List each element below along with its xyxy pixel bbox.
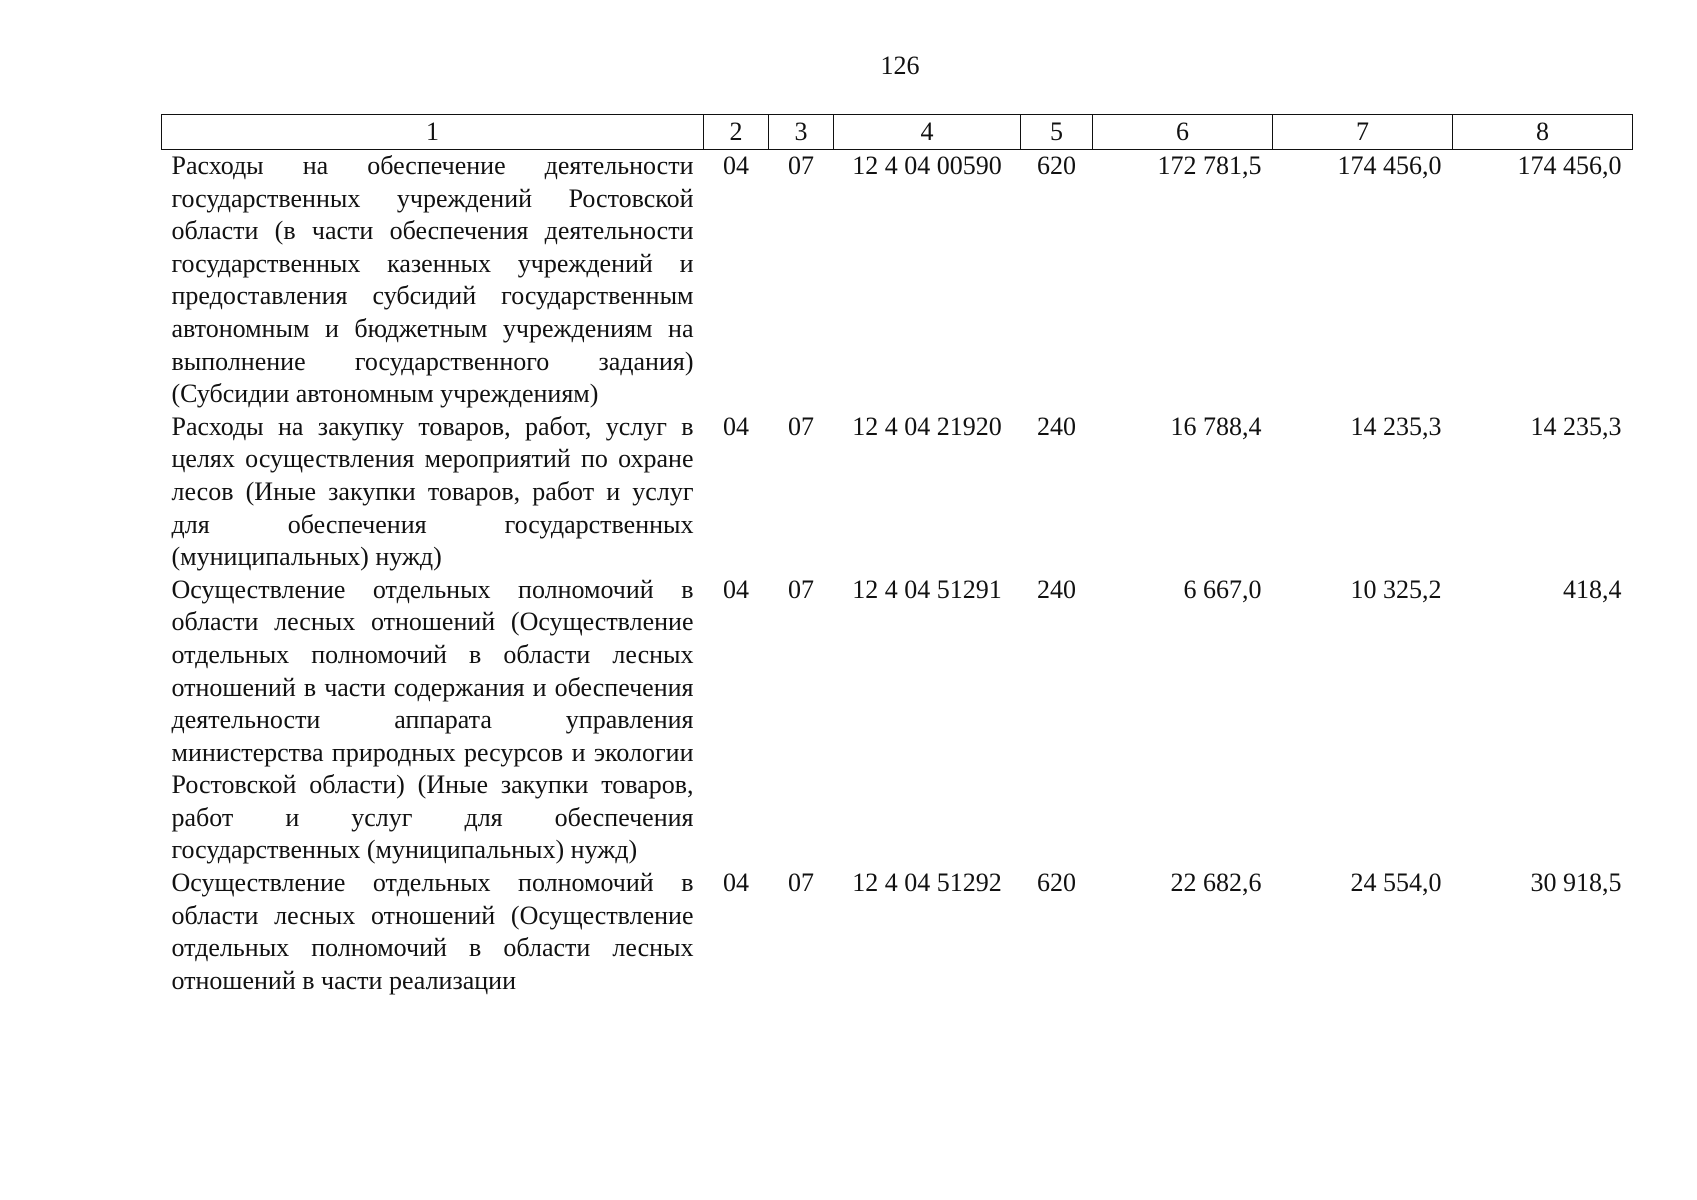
header-col-2: 2 xyxy=(704,115,769,150)
row-target-article: 12 4 04 51291 xyxy=(852,574,1002,604)
row-section-code: 04 xyxy=(723,574,749,604)
row-subsection-code: 07 xyxy=(788,151,814,180)
table-row xyxy=(162,411,1633,574)
row-section-code: 04 xyxy=(723,151,749,180)
table-row xyxy=(162,867,1633,997)
row-amount-col6: 22 682,6 xyxy=(1170,868,1262,898)
header-col-5: 5 xyxy=(1021,115,1093,150)
row-amount-col8: 30 918,5 xyxy=(1530,868,1622,898)
header-col-1: 1 xyxy=(162,115,704,150)
row-section-code: 04 xyxy=(723,411,749,441)
header-col-3: 3 xyxy=(769,115,834,150)
row-description: Осуществление отдельных полномочий в области лесных отношений (Осуществление отдельных полномочий в области лесных отношений в части содержания и обеспечения деятельности аппарата управления министерства природных ресурсов и экологии Ростовской области) (Иные закупки товаров, работ и услуг для обеспечения государственных (муниципальных) нужд) xyxy=(171,574,694,865)
row-subsection-code: 07 xyxy=(788,411,814,441)
row-amount-col8: 174 456,0 xyxy=(1517,151,1622,180)
row-amount-col8: 418,4 xyxy=(1563,574,1622,604)
budget-table xyxy=(161,114,1633,997)
row-description: Осуществление отдельных полномочий в области лесных отношений (Осуществление отдельных полномочий в области лесных отношений в части реализации xyxy=(171,868,694,995)
row-amount-col6: 6 667,0 xyxy=(1183,574,1262,604)
table-body xyxy=(162,150,1633,998)
header-col-8: 8 xyxy=(1453,115,1633,150)
header-col-4: 4 xyxy=(834,115,1021,150)
row-target-article: 12 4 04 51292 xyxy=(852,868,1002,898)
row-amount-col6: 16 788,4 xyxy=(1170,411,1262,441)
row-expense-type: 240 xyxy=(1037,411,1076,441)
row-target-article: 12 4 04 21920 xyxy=(852,411,1002,441)
row-expense-type: 620 xyxy=(1037,868,1076,898)
header-row xyxy=(162,115,1633,150)
row-amount-col7: 24 554,0 xyxy=(1350,868,1442,898)
page-number: 126 xyxy=(880,51,920,80)
row-amount-col7: 174 456,0 xyxy=(1337,151,1442,180)
row-subsection-code: 07 xyxy=(788,868,814,898)
row-amount-col7: 10 325,2 xyxy=(1350,574,1442,604)
table-row xyxy=(162,574,1633,867)
row-subsection-code: 07 xyxy=(788,574,814,604)
row-section-code: 04 xyxy=(723,868,749,898)
table-row xyxy=(162,150,1633,411)
header-col-6: 6 xyxy=(1093,115,1273,150)
row-expense-type: 240 xyxy=(1037,574,1076,604)
row-description: Расходы на обеспечение деятельности государственных учреждений Ростовской области (в части обеспечения деятельности государственных казенных учреждений и предоставления субсидий государственным автономным и бюджетным учреждениям на выполнение государственного задания) (Субсидии автономным учреждениям) xyxy=(171,151,694,409)
row-expense-type: 620 xyxy=(1037,151,1076,180)
row-amount-col7: 14 235,3 xyxy=(1350,411,1442,441)
row-amount-col8: 14 235,3 xyxy=(1530,411,1622,441)
header-col-7: 7 xyxy=(1273,115,1453,150)
row-description: Расходы на закупку товаров, работ, услуг в целях осуществления мероприятий по охране лесов (Иные закупки товаров, работ и услуг для обеспечения государственных (муниципальных) нужд) xyxy=(171,411,694,572)
row-amount-col6: 172 781,5 xyxy=(1157,151,1262,180)
row-target-article: 12 4 04 00590 xyxy=(852,151,1002,180)
table-header xyxy=(162,115,1633,150)
